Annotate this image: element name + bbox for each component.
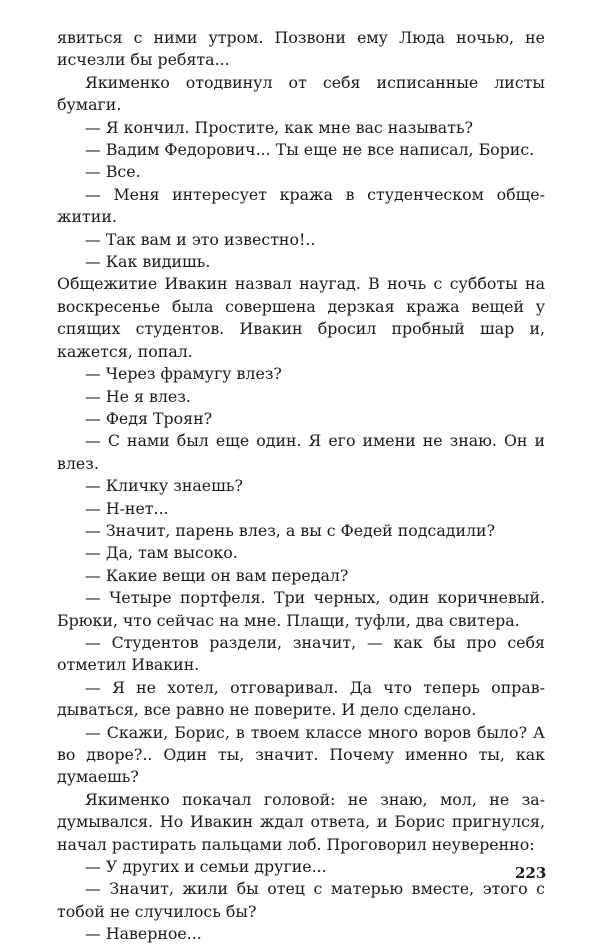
- paragraph-17: — Да, там высоко.: [85, 543, 238, 563]
- paragraph-10: — Через фрамугу влез?: [85, 364, 282, 384]
- paragraph-25: — Значит, жили бы отец с матерью вместе, этого с тобой не случилось бы?: [57, 879, 545, 921]
- page-number: 223: [515, 864, 547, 882]
- paragraph-23: Якименко покачал головой: не знаю, мол, не задумывался. Но Ивакин ждал ответа, и Борис пригнулся, начал растирать пальцами лоб. Проговорил неуверенно:: [57, 789, 545, 854]
- paragraph-22: — Скажи, Борис, в твоем классе много воров было? А во дворе?.. Один ты, значит. Почему именно ты, как думаешь?: [57, 722, 545, 787]
- paragraph-13: — С нами был еще один. Я его имени не знаю. Он и влез.: [57, 431, 545, 473]
- paragraph-18: — Какие вещи он вам передал?: [85, 565, 349, 585]
- paragraph-26: — Наверное...: [85, 924, 202, 944]
- paragraph-7: — Так вам и это известно!..: [85, 229, 316, 249]
- paragraph-2: Якименко отодвинул от себя исписанные листы бумаги.: [57, 72, 545, 115]
- paragraph-19: — Четыре портфеля. Три черных, один коричневый. Брюки, что сейчас на мне. Плащи, туфли, два свитера.: [57, 588, 545, 630]
- paragraph-5: — Все.: [85, 162, 141, 182]
- paragraph-14: — Кличку знаешь?: [85, 476, 243, 496]
- paragraph-11: — Не я влез.: [85, 386, 191, 406]
- paragraph-3: — Я кончил. Простите, как мне вас называть?: [85, 117, 474, 137]
- paragraph-1: явиться с ними утром. Позвони ему Люда ночью, не исчезли бы ребята...: [57, 28, 545, 70]
- paragraph-16: — Значит, парень влез, а вы с Федей подсадили?: [85, 520, 496, 540]
- paragraph-12: — Федя Троян?: [85, 408, 213, 428]
- page-text: [57, 27, 545, 946]
- paragraph-6: — Меня интересует кража в студенческом общежитии.: [57, 184, 545, 227]
- paragraph-9: Общежитие Ивакин назвал наугад. В ночь с субботы на воскресенье была совершена дерзкая кража вещей у спящих студентов. Ивакин бросил пробный шар и, кажется, попал.: [57, 274, 545, 361]
- paragraph-15: — Н-нет...: [85, 498, 169, 518]
- paragraph-4: — Вадим Федорович... Ты еще не все написал, Борис.: [85, 140, 535, 160]
- paragraph-21: — Я не хотел, отговаривал. Да что теперь оправдываться, все равно не поверите. И дело сделано.: [57, 677, 545, 720]
- paragraph-24: — У других и семьи другие...: [85, 857, 327, 877]
- paragraph-20: — Студентов раздели, значит, — как бы про себя отметил Ивакин.: [57, 632, 545, 675]
- paragraph-8: — Как видишь.: [85, 252, 211, 272]
